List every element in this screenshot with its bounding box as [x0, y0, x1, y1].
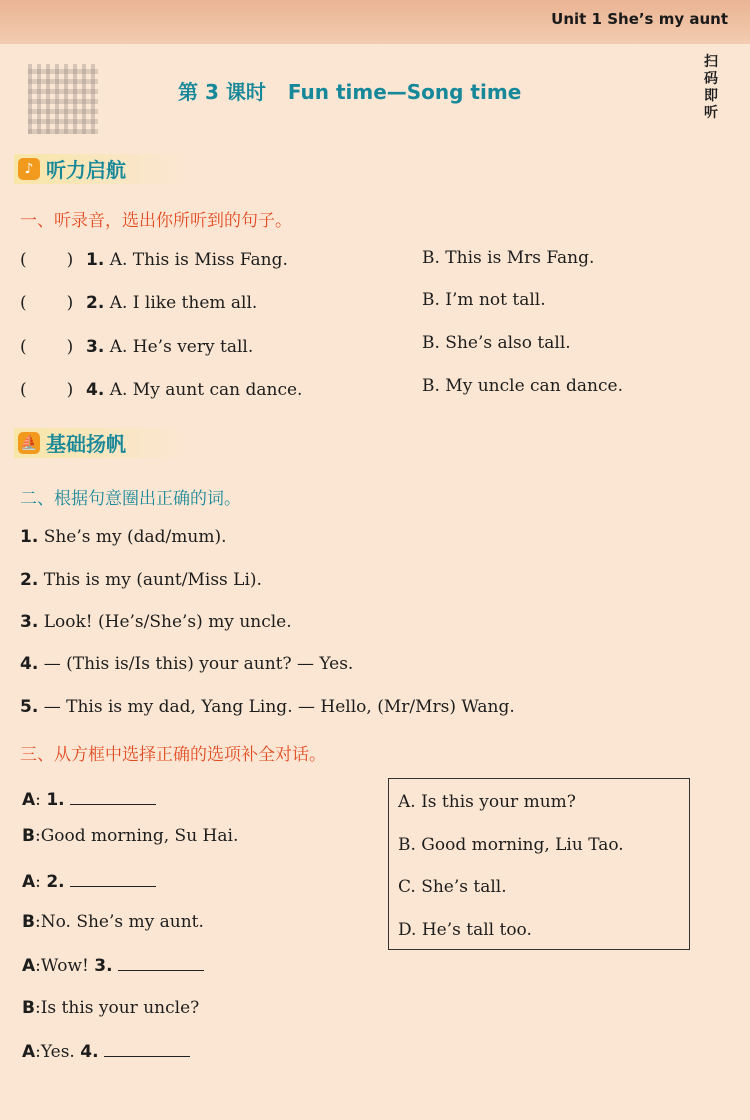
- dialogue-line: A:Yes. 4.: [22, 1042, 190, 1062]
- lesson-number: 第 3 课时: [178, 80, 266, 104]
- task-2-instruction: 二、根据句意圈出正确的词。: [20, 489, 241, 509]
- task-3-instruction: 三、从方框中选择正确的选项补全对话。: [20, 745, 326, 765]
- list-item: 2. This is my (aunt/Miss Li).: [20, 570, 262, 590]
- dialogue-line: B:Good morning, Su Hai.: [22, 826, 239, 846]
- option-b-3: B. She’s also tall.: [422, 333, 571, 353]
- option-b-1: B. This is Mrs Fang.: [422, 248, 595, 268]
- option-c: C. She’s tall.: [398, 877, 507, 897]
- option-b-4: B. My uncle can dance.: [422, 376, 623, 396]
- dialogue-line: B:No. She’s my aunt.: [22, 912, 204, 932]
- list-item: ( ) 1. A. This is Miss Fang.: [20, 250, 288, 270]
- list-item: 1. She’s my (dad/mum).: [20, 527, 227, 547]
- list-item: ( ) 2. A. I like them all.: [20, 293, 258, 313]
- dialogue-line: B:Is this your uncle?: [22, 998, 200, 1018]
- answer-blank[interactable]: [70, 872, 156, 887]
- answer-blank[interactable]: [104, 1042, 190, 1057]
- task-1-instruction: 一、听录音，选出你所听到的句子。: [20, 211, 292, 231]
- section-heading-basics: ⛵ 基础扬帆: [14, 428, 186, 458]
- list-item: 5. — This is my dad, Yang Ling. — Hello, (Mr/Mrs) Wang.: [20, 697, 515, 717]
- answer-blank[interactable]: [118, 956, 204, 971]
- option-b-2: B. I’m not tall.: [422, 290, 546, 310]
- list-item: ( ) 4. A. My aunt can dance.: [20, 380, 303, 400]
- list-item: 4. — (This is/Is this) your aunt? — Yes.: [20, 654, 354, 674]
- option-a: A. Is this your mum?: [398, 792, 576, 812]
- list-item: ( ) 3. A. He’s very tall.: [20, 337, 254, 357]
- lesson-title: [178, 76, 521, 105]
- sail-icon: ⛵: [18, 432, 40, 454]
- option-d: D. He’s tall too.: [398, 920, 532, 940]
- dialogue-line: A: 1.: [22, 790, 156, 810]
- option-b: B. Good morning, Liu Tao.: [398, 835, 624, 855]
- list-item: 3. Look! (He’s/She’s) my uncle.: [20, 612, 292, 632]
- lesson-name: Fun time—Song time: [287, 80, 522, 104]
- dialogue-line: A: 2.: [22, 872, 156, 892]
- ear-icon: ♪: [18, 158, 40, 180]
- scan-to-listen-label: 扫 码 即 听: [704, 54, 718, 121]
- dialogue-line: A:Wow! 3.: [22, 956, 204, 976]
- qr-code-icon[interactable]: [28, 64, 98, 134]
- section-heading-listening: ♪ 听力启航: [14, 154, 186, 184]
- answer-blank[interactable]: [70, 790, 156, 805]
- unit-title: Unit 1 She’s my aunt: [551, 10, 728, 28]
